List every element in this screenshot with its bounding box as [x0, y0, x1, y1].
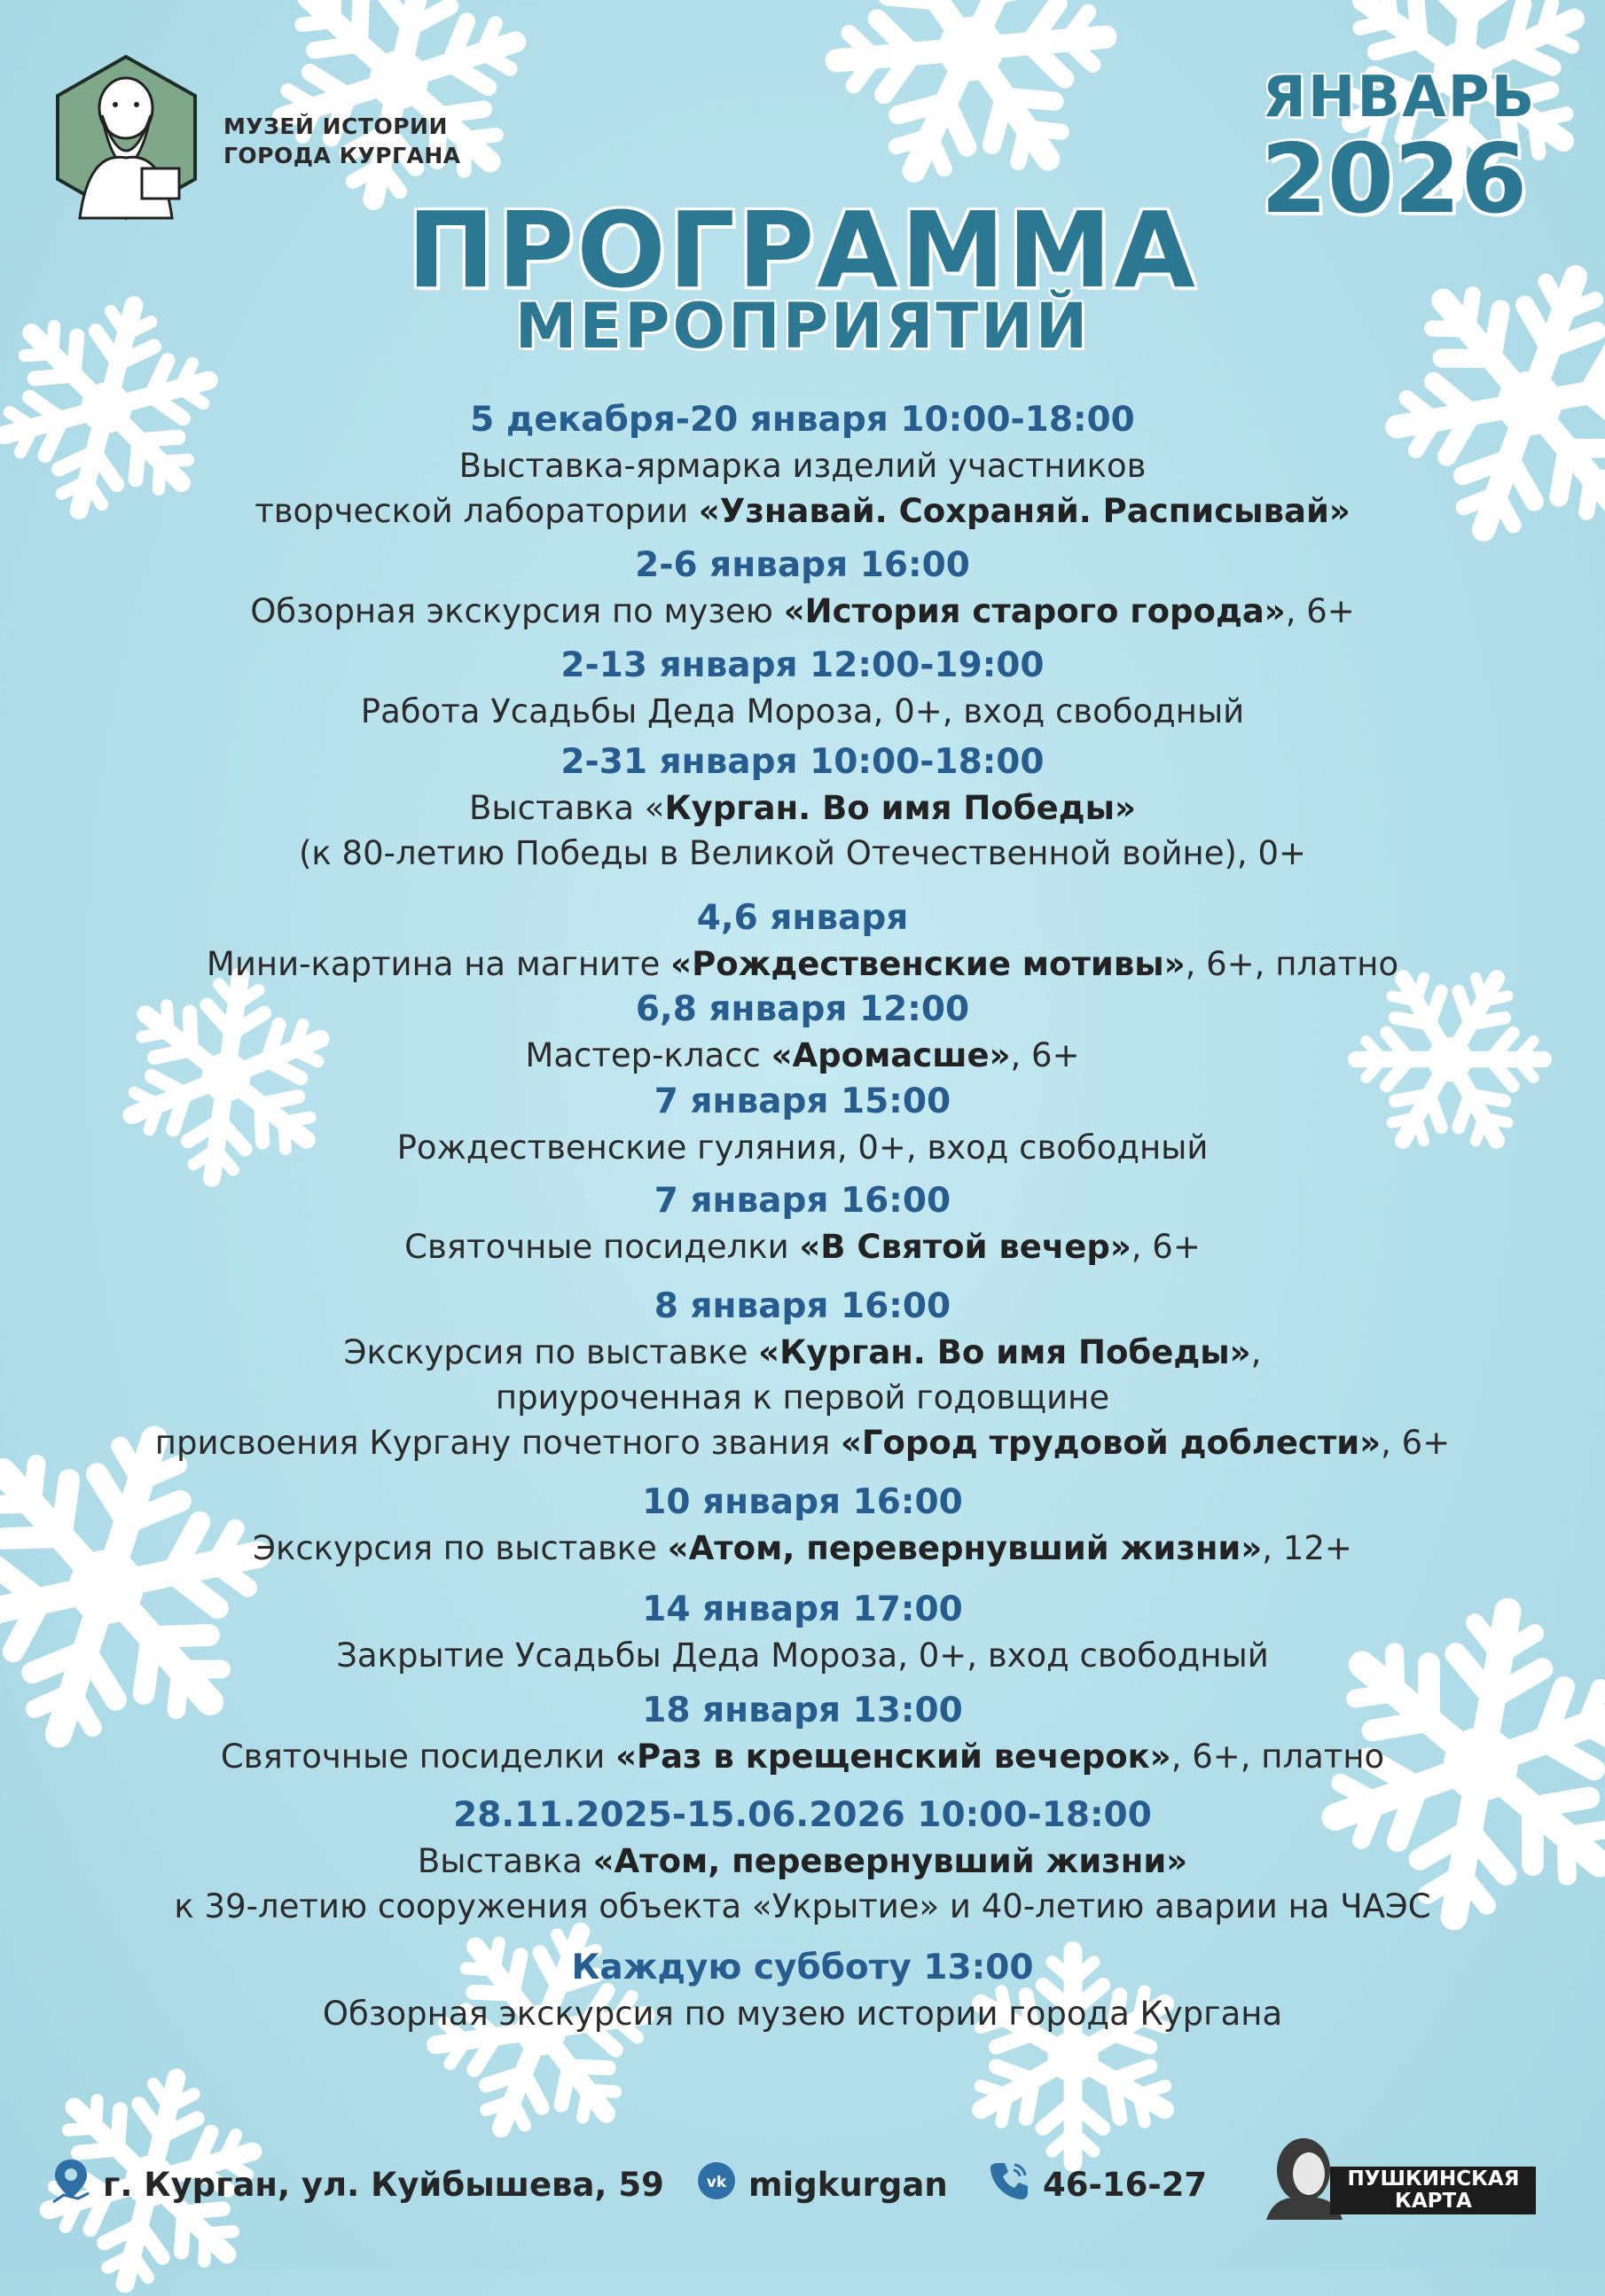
event-date: 5 декабря-20 января 10:00-18:00	[470, 400, 1135, 440]
event-date: 2-6 января 16:00	[635, 545, 970, 585]
event-item	[0, 1284, 1605, 1465]
event-item	[0, 1587, 1605, 1678]
event-item	[0, 397, 1605, 534]
address	[51, 2159, 664, 2209]
event-date: 18 января 13:00	[642, 1691, 963, 1730]
address-text: г. Курган, ул. Куйбышева, 59	[103, 2165, 664, 2204]
event-text: Святочные посиделки «В Святой вечер», 6+	[404, 1228, 1201, 1266]
event-date: 4,6 января	[696, 898, 909, 938]
event-text: приуроченная к первой годовщине	[495, 1378, 1110, 1417]
event-text: Экскурсия по выставке «Курган. Во имя Победы»,	[343, 1333, 1262, 1371]
event-item	[0, 543, 1605, 634]
event-text: Мастер-класс «Аромасше», 6+	[525, 1036, 1080, 1074]
month-label: ЯНВАРЬ	[1262, 65, 1537, 130]
phone[interactable]	[988, 2159, 1207, 2209]
event-text: Обзорная экскурсия по музею «История старого города», 6+	[250, 592, 1355, 630]
event-item	[0, 1792, 1605, 1929]
event-item	[0, 1945, 1605, 2036]
year-label: 2026	[1260, 124, 1528, 235]
event-date: 14 января 17:00	[642, 1589, 963, 1629]
museum-name-line1: МУЗЕЙ ИСТОРИИ	[223, 113, 448, 139]
location-pin-icon	[51, 2158, 90, 2212]
phone-icon	[988, 2159, 1030, 2210]
event-text: Выставка-ярмарка изделий участников	[458, 447, 1147, 485]
event-item	[0, 1079, 1605, 1170]
svg-text:vk: vk	[706, 2173, 727, 2191]
event-item	[0, 895, 1605, 987]
event-date: Каждую субботу 13:00	[571, 1948, 1034, 1988]
event-date: 7 января 15:00	[654, 1082, 951, 1121]
event-date: 2-31 января 10:00-18:00	[560, 742, 1045, 782]
event-text: (к 80-летию Победы в Великой Отечественной войне), 0+	[299, 834, 1306, 872]
pushkin-card-line1: ПУШКИНСКАЯ	[1347, 2167, 1520, 2191]
event-text: Мини-картина на магните «Рождественские мотивы», 6+, платно	[206, 945, 1399, 983]
pushkin-card-logo	[1257, 2124, 1559, 2222]
event-item	[0, 987, 1605, 1078]
vk-link[interactable]	[697, 2159, 948, 2209]
pushkin-card-line2: КАРТА	[1395, 2190, 1472, 2213]
vk-handle: migkurgan	[748, 2165, 948, 2204]
event-text: присвоения Кургану почетного звания «Город трудовой доблести», 6+	[154, 1424, 1451, 1462]
page-subtitle: МЕРОПРИЯТИЙ	[514, 290, 1091, 363]
page-title: ПРОГРАММА	[407, 189, 1198, 311]
museum-name	[223, 112, 461, 170]
event-text: Экскурсия по выставке «Атом, перевернувший жизни», 12+	[253, 1529, 1352, 1567]
event-date: 28.11.2025-15.06.2026 10:00-18:00	[453, 1795, 1152, 1835]
event-date: 7 января 16:00	[654, 1181, 951, 1221]
museum-name-line2: ГОРОДА КУРГАНА	[223, 143, 461, 168]
event-item	[0, 643, 1605, 734]
event-text: Рождественские гуляния, 0+, вход свободный	[396, 1128, 1209, 1167]
vk-icon	[697, 2161, 736, 2208]
snowflake-icon	[825, 0, 1117, 195]
event-item	[0, 1480, 1605, 1571]
event-date: 6,8 января 12:00	[635, 989, 970, 1029]
event-date: 10 января 16:00	[642, 1482, 963, 1522]
event-text: Закрытие Усадьбы Деда Мороза, 0+, вход свободный	[336, 1636, 1269, 1675]
event-text: творческой лаборатории «Узнавай. Сохраняй. Расписывай»	[254, 492, 1351, 530]
event-text: Святочные посиделки «Раз в крещенский вечерок», 6+, платно	[220, 1738, 1385, 1776]
snowflake-icon	[266, 0, 532, 213]
event-date: 8 января 16:00	[654, 1286, 951, 1326]
event-item	[0, 1688, 1605, 1779]
event-text: Выставка «Курган. Во имя Победы»	[469, 789, 1136, 827]
event-text: Работа Усадьбы Деда Мороза, 0+, вход свободный	[360, 692, 1245, 730]
event-item	[0, 1178, 1605, 1269]
event-text: к 39-летию сооружения объекта «Укрытие» и 40-летию аварии на ЧАЭС	[174, 1887, 1431, 1925]
phone-number: 46-16-27	[1043, 2165, 1208, 2204]
event-text: Выставка «Атом, перевернувший жизни»	[417, 1842, 1188, 1880]
event-date: 2-13 января 12:00-19:00	[560, 645, 1045, 685]
event-text: Обзорная экскурсия по музею истории города Кургана	[322, 1995, 1283, 2033]
event-item	[0, 739, 1605, 876]
